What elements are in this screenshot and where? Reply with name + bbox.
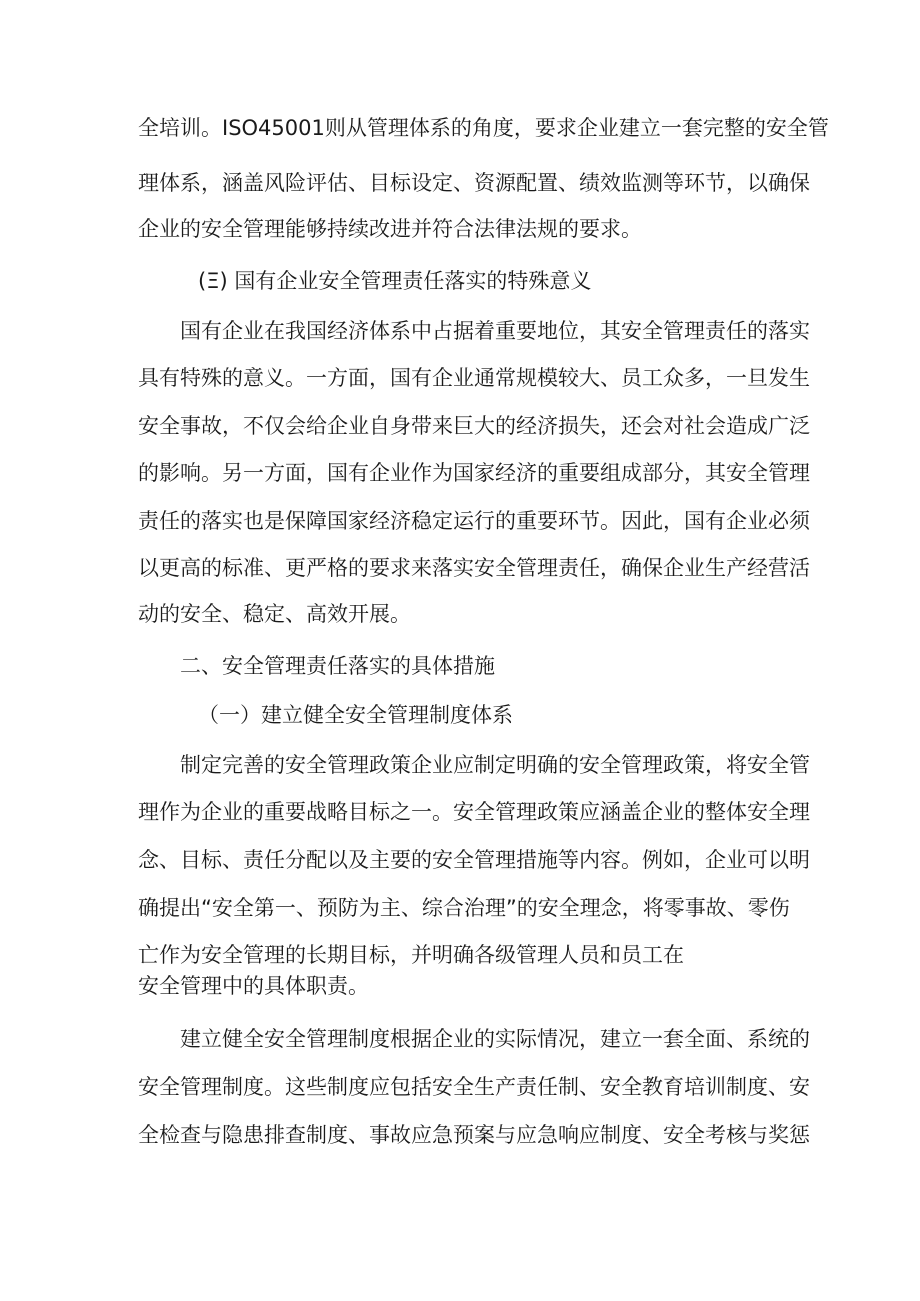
paragraph-line: 具有特殊的意义。一方面，国有企业通常规模较大、员工众多，一旦发生: [138, 366, 810, 390]
paragraph-line: 以更高的标准、更严格的要求来落实安全管理责任，确保企业生产经营活: [138, 556, 810, 580]
paragraph-line: 建立健全安全管理制度根据企业的实际情况，建立一套全面、系统的: [180, 1027, 810, 1051]
paragraph-line: 责任的落实也是保障国家经济稳定运行的重要环节。因此，国有企业必须: [138, 509, 810, 533]
paragraph-line: 的影响。另一方面，国有企业作为国家经济的重要组成部分，其安全管理: [138, 461, 810, 485]
paragraph-line: 动的安全、稳定、高效开展。: [138, 602, 411, 626]
paragraph-line: 安全事故，不仅会给企业自身带来巨大的经济损失，还会对社会造成广泛: [138, 414, 810, 438]
paragraph-line: 理体系，涵盖风险评估、目标设定、资源配置、绩效监测等环节，以确保: [138, 171, 810, 195]
section-heading: 二、安全管理责任落实的具体措施: [180, 654, 495, 678]
paragraph-line: 全培训。ISO45001则从管理体系的角度，要求企业建立一套完整的安全管: [138, 116, 829, 140]
paragraph-line: 制定完善的安全管理政策企业应制定明确的安全管理政策，将安全管: [180, 753, 810, 777]
paragraph-line: 企业的安全管理能够持续改进并符合法律法规的要求。: [138, 217, 642, 241]
paragraph-line: 安全管理中的具体职责。: [138, 974, 369, 998]
paragraph-line: 亡作为安全管理的长期目标，并明确各级管理人员和员工在: [138, 943, 684, 967]
subsection-heading: (Ξ) 国有企业安全管理责任落实的特殊意义: [198, 269, 592, 293]
paragraph-line: 确提出“安全第一、预防为主、综合治理”的安全理念，将零事故、零伤: [138, 896, 790, 920]
paragraph-line: 理作为企业的重要战略目标之一。安全管理政策应涵盖企业的整体安全理: [138, 800, 810, 824]
paragraph-line: 念、目标、责任分配以及主要的安全管理措施等内容。例如，企业可以明: [138, 848, 810, 872]
paragraph-line: 安全管理制度。这些制度应包括安全生产责任制、安全教育培训制度、安: [138, 1075, 810, 1099]
paragraph-line: 国有企业在我国经济体系中占据着重要地位，其安全管理责任的落实: [180, 319, 810, 343]
subsection-heading: （一）建立健全安全管理制度体系: [198, 703, 513, 727]
paragraph-line: 全检查与隐患排查制度、事故应急预案与应急响应制度、安全考核与奖惩: [138, 1123, 810, 1147]
